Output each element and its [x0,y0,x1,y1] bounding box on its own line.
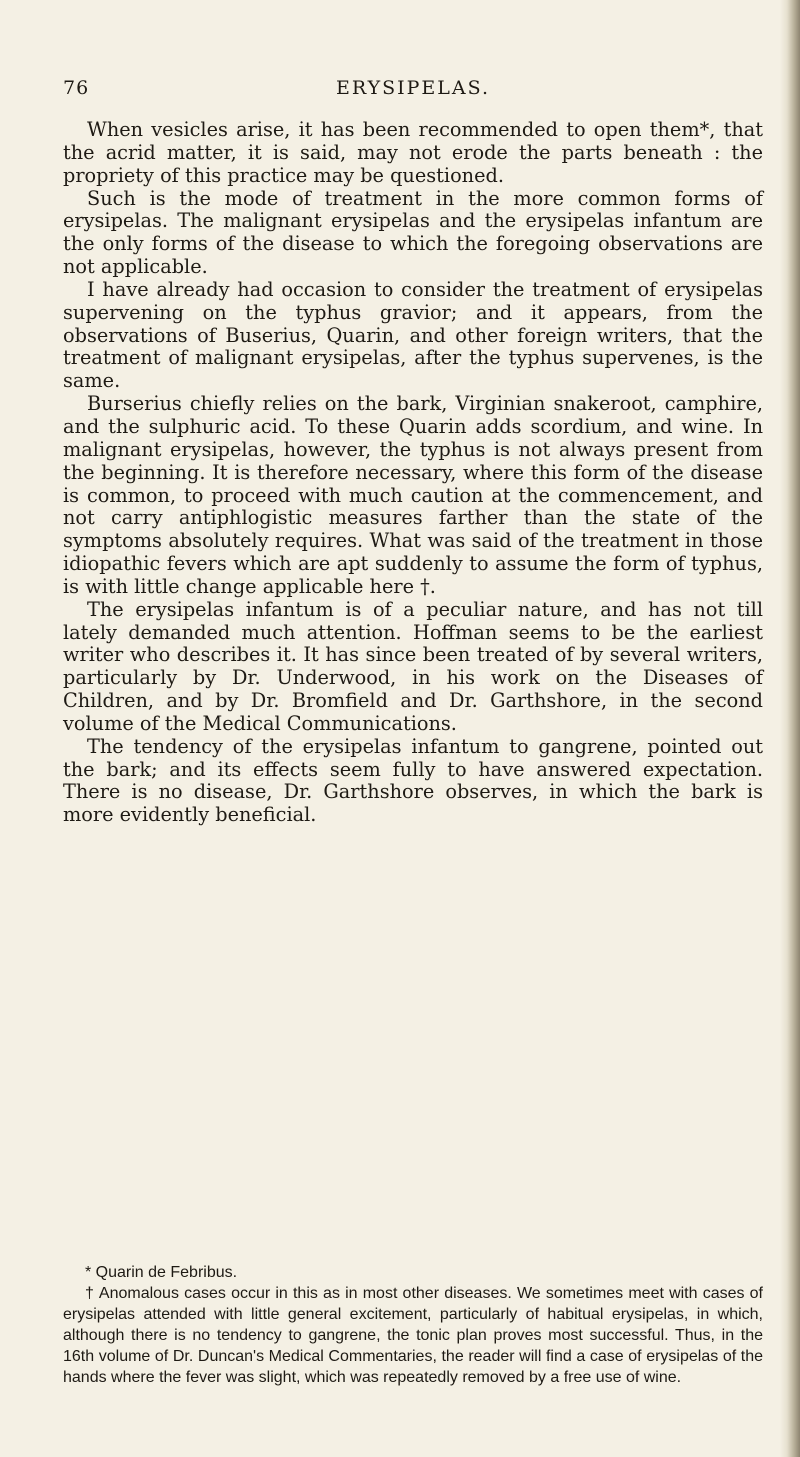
paragraph: Such is the mode of treatment in the more common forms of erysipelas. The malignant erysipelas and the erysipelas infantum are the only forms of the disease to which the foregoing observations are not applicable. [63,186,763,279]
book-page [63,0,763,1457]
footnote: * Quarin de Febribus. [85,1264,238,1281]
paragraph: I have already had occasion to consider the treatment of erysipelas supervening on the typhus gravior; and it appears, from the observations of Buserius, Quarin, and other foreign writers, that the treatment of malignant erysipelas, after the typhus supervenes, is the same. [63,277,763,393]
page-number: 76 [63,77,90,99]
footnotes [63,1262,763,1388]
footnote: † Anomalous cases occur in this as in most other diseases. We sometimes meet with cases of erysipelas attended with little general excitement, particularly of habitual erysipelas, in which, although there is no tendency to gangrene, the tonic plan proves most successful. Thus, in the 16th volume of Dr. Duncan's Medical Commentaries, the reader will find a case of erysipelas of the hands where the fever was slight, which was repeatedly removed by a free use of wine. [63,1285,763,1386]
running-header [63,77,763,111]
running-title: ERYSIPELAS. [335,77,491,99]
body-text [63,119,763,827]
paragraph: The erysipelas infantum is of a peculiar nature, and has not till lately demanded much attention. Hoffman seems to be the earliest writer who describes it. It has since been treated of by several writers, particularly by Dr. Underwood, in his work on the Diseases of Children, and by Dr. Bromfield and Dr. Garthshore, in the second volume of the Medical Communications. [63,597,763,735]
page-edge-shadow [780,0,800,1457]
paragraph: Burserius chiefly relies on the bark, Virginian snakeroot, camphire, and the sulphuric acid. To these Quarin adds scordium, and wine. In malignant erysipelas, however, the typhus is not always present from the beginning. It is therefore necessary, where this form of the disease is common, to proceed with much caution at the commencement, and not carry antiphlogistic measures farther than the state of the symptoms absolutely requires. What was said of the treatment in those idiopathic fevers which are apt suddenly to assume the form of typhus, is with little change applicable here †. [63,392,763,598]
paragraph: When vesicles arise, it has been recommended to open them*, that the acrid matter, it is said, may not erode the parts beneath : the propriety of this practice may be questioned. [63,118,763,187]
paragraph: The tendency of the erysipelas infantum to gangrene, pointed out the bark; and its effects seem fully to have answered expectation. There is no disease, Dr. Garthshore observes, in which the bark is more evidently beneficial. [63,734,763,827]
